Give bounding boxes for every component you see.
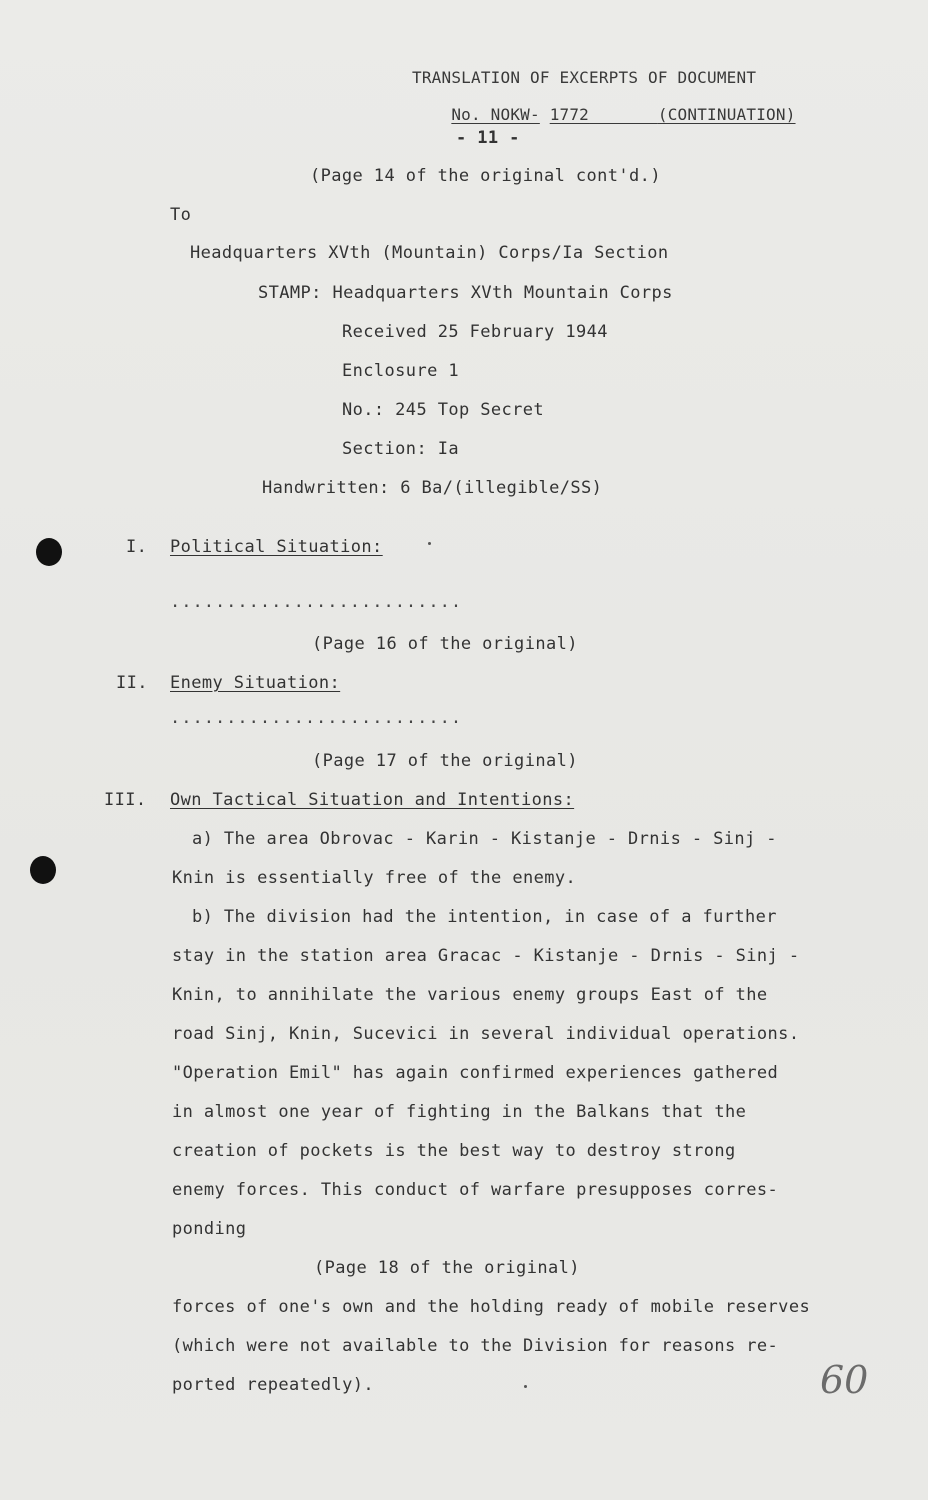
handwritten-line: Handwritten: 6 Ba/(illegible/SS) xyxy=(262,478,603,498)
doc-number-prefix: No. NOKW- xyxy=(451,105,540,124)
page-number: - 11 - xyxy=(456,128,520,148)
ink-speck xyxy=(524,1385,527,1388)
para-b-line-8: enemy forces. This conduct of warfare presupposes corres- xyxy=(172,1180,779,1200)
para-a-line-1: a) The area Obrovac - Karin - Kistanje - Drnis - Sinj - xyxy=(192,829,777,849)
para-b-line-1: b) The division had the intention, in case of a further xyxy=(192,907,777,927)
para-c-line-1: forces of one's own and the holding ready of mobile reserves xyxy=(172,1297,811,1317)
para-b-line-3: Knin, to annihilate the various enemy groups East of the xyxy=(172,985,768,1005)
page-note-17: (Page 17 of the original) xyxy=(312,751,578,771)
punch-hole-top xyxy=(36,538,62,566)
punch-hole-bottom xyxy=(30,856,56,884)
ink-speck xyxy=(428,542,431,545)
stamp-line: STAMP: Headquarters XVth Mountain Corps xyxy=(258,283,673,303)
para-c-line-3: ported repeatedly). xyxy=(172,1375,375,1395)
section-3-number: III. xyxy=(104,790,147,810)
section-3-title: Own Tactical Situation and Intentions: xyxy=(170,790,575,810)
addressee: Headquarters XVth (Mountain) Corps/Ia Section xyxy=(190,243,669,263)
continuation-label: (CONTINUATION) xyxy=(657,105,796,124)
para-b-line-5: "Operation Emil" has again confirmed experiences gathered xyxy=(172,1063,779,1083)
para-a-line-2: Knin is essentially free of the enemy. xyxy=(172,868,577,888)
header-title: TRANSLATION OF EXCERPTS OF DOCUMENT xyxy=(412,68,757,87)
ellipsis-row-2: .......................... xyxy=(170,708,463,728)
page-note-18: (Page 18 of the original) xyxy=(314,1258,580,1278)
received-line: Received 25 February 1944 xyxy=(342,322,608,342)
page-note-16: (Page 16 of the original) xyxy=(312,634,578,654)
handwritten-page-mark: 60 xyxy=(820,1358,869,1402)
section-1-title: Political Situation: xyxy=(170,537,383,557)
para-b-line-2: stay in the station area Gracac - Kistanje - Drnis - Sinj - xyxy=(172,946,800,966)
ellipsis-row-1: .......................... xyxy=(170,592,463,612)
section-line: Section: Ia xyxy=(342,439,459,459)
section-2-number: II. xyxy=(116,673,148,693)
section-1-number: I. xyxy=(126,537,148,557)
page-note-14: (Page 14 of the original cont'd.) xyxy=(310,166,661,186)
section-2-title: Enemy Situation: xyxy=(170,673,341,693)
doc-number: 1772 xyxy=(549,105,590,124)
to-label: To xyxy=(170,205,192,225)
para-c-line-2: (which were not available to the Division for reasons re- xyxy=(172,1336,779,1356)
number-line: No.: 245 Top Secret xyxy=(342,400,545,420)
para-b-line-6: in almost one year of fighting in the Balkans that the xyxy=(172,1102,747,1122)
para-b-line-9: ponding xyxy=(172,1219,247,1239)
para-b-line-7: creation of pockets is the best way to destroy strong xyxy=(172,1141,736,1161)
para-b-line-4: road Sinj, Knin, Sucevici in several individual operations. xyxy=(172,1024,800,1044)
enclosure-line: Enclosure 1 xyxy=(342,361,459,381)
